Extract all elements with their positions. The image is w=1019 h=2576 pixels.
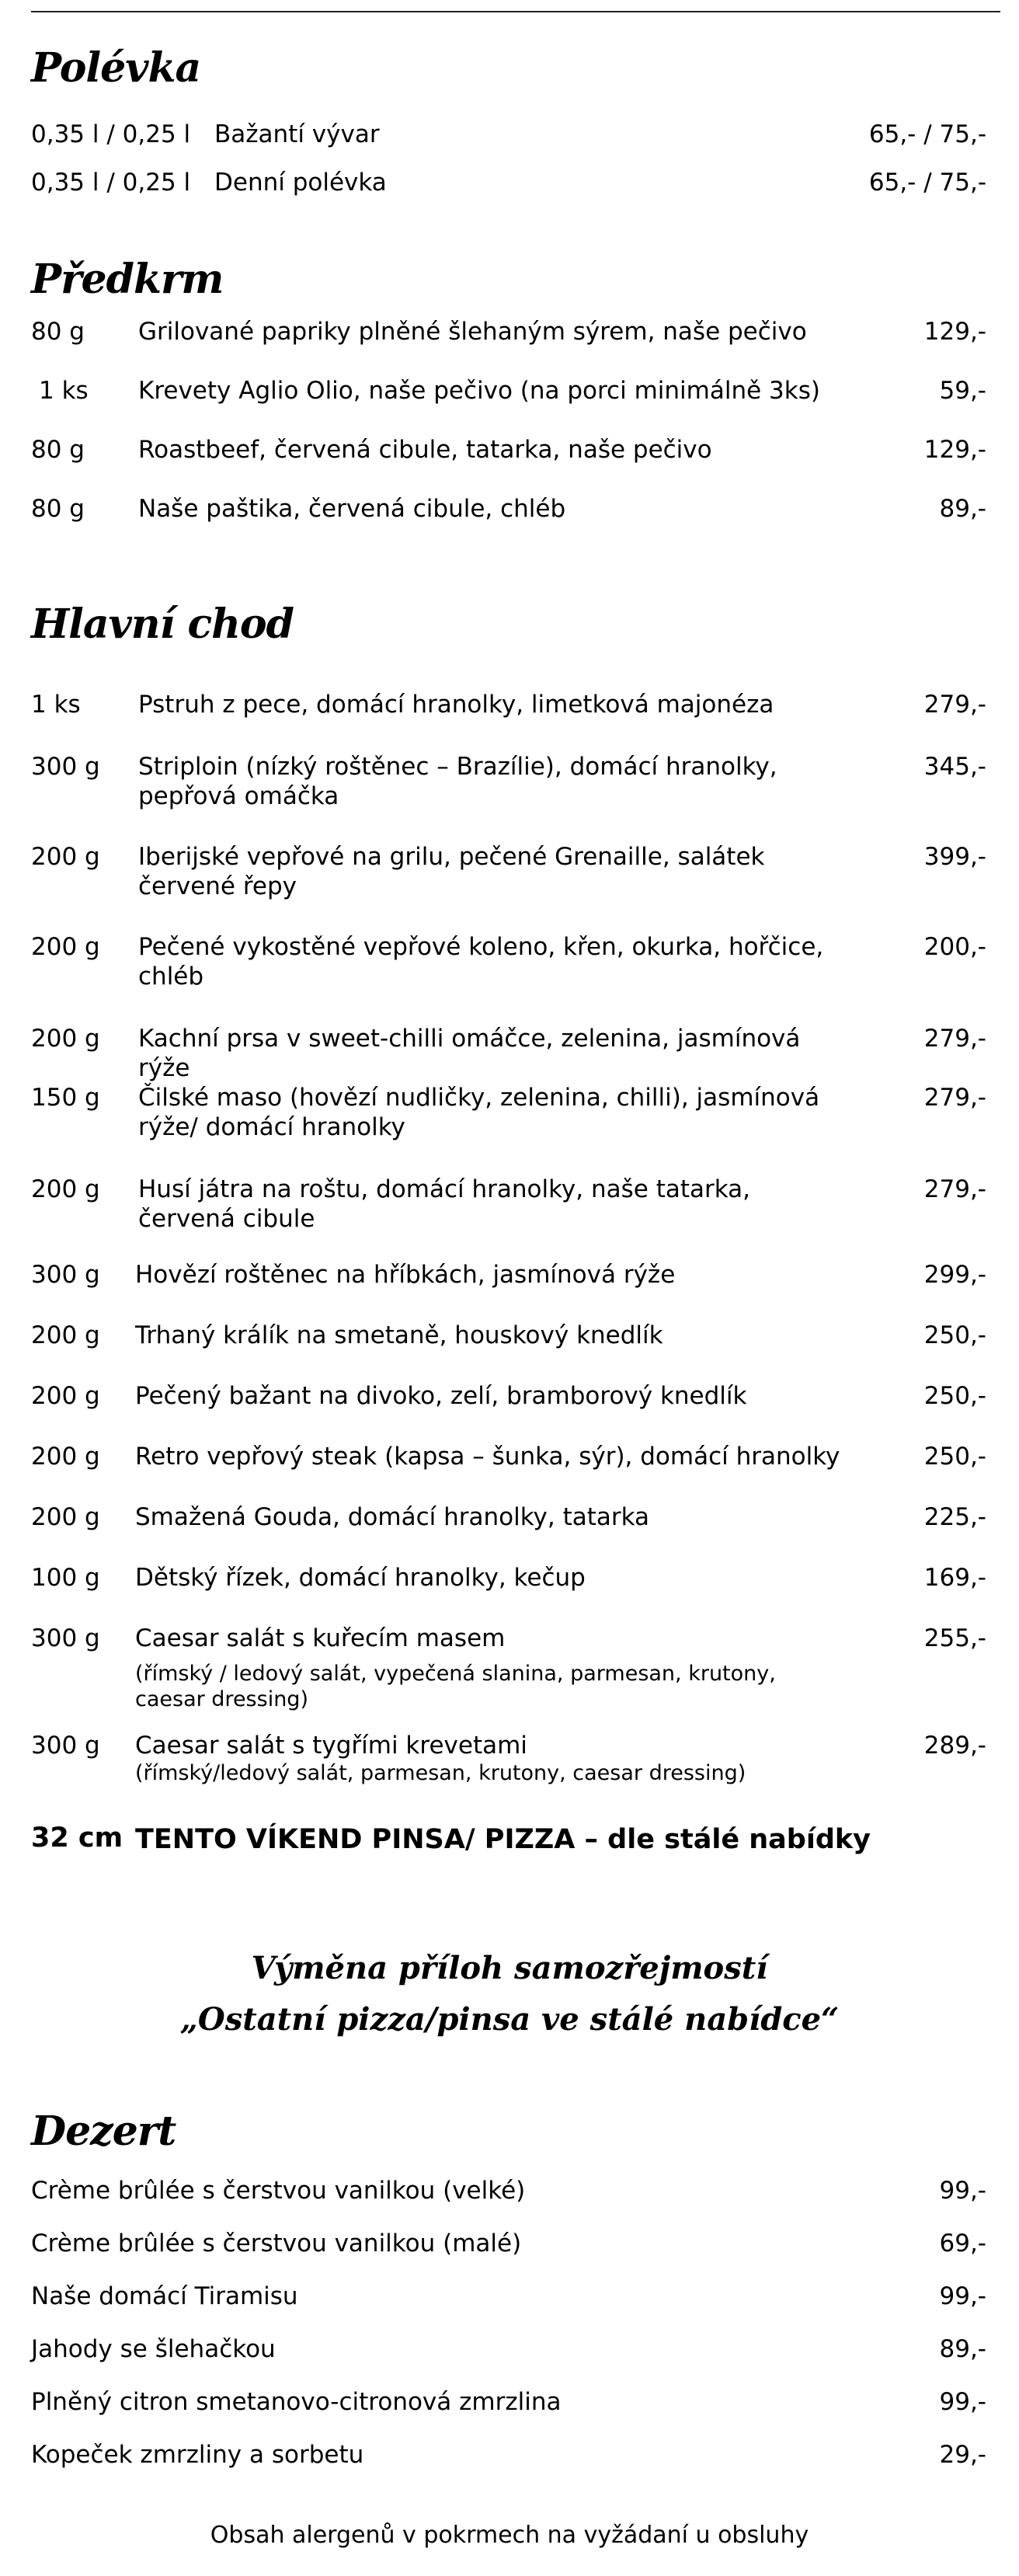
item-qty: 80 g (31, 495, 85, 523)
item-price: 299,- (923, 1261, 986, 1289)
item-name: Hovězí roštěnec na hříbkách, jasmínová rýže (135, 1261, 676, 1289)
dessert-name: Crème brûlée s čerstvou vanilkou (velké) (31, 2177, 526, 2205)
dessert-name: Naše domácí Tiramisu (31, 2282, 298, 2310)
item-price: 345,- (923, 753, 986, 781)
item-name: Krevety Aglio Olio, naše pečivo (na porci minimálně 3ks) (138, 377, 820, 405)
item-price: 89,- (939, 2335, 986, 2363)
item-name: Husí játra na roštu, domácí hranolky, naše tatarka, červená cibule (138, 1175, 751, 1233)
item-price: 255,- (923, 1624, 986, 1652)
section-title-dessert: Dezert (31, 2108, 176, 2155)
item-qty: 100 g (31, 1564, 100, 1592)
item-name: Pečené vykostěné vepřové koleno, křen, okurka, hořčice, chléb (138, 933, 824, 990)
item-qty: 300 g (31, 1261, 100, 1289)
item-name: Retro vepřový steak (kapsa – šunka, sýr), domácí hranolky (135, 1443, 840, 1471)
other-pizza-note: „Ostatní pizza/pinsa ve stálé nabídce“ (179, 2001, 840, 2038)
dessert-name: Kopeček zmrzliny a sorbetu (31, 2441, 364, 2469)
item-qty: 300 g (31, 1732, 100, 1760)
item-qty: 300 g (31, 1624, 100, 1652)
item-price: 65,- / 75,- (868, 169, 986, 197)
item-qty: 200 g (31, 1382, 100, 1410)
pinsa-size: 32 cm (31, 1822, 123, 1854)
top-divider (31, 11, 1000, 12)
item-price: 279,- (923, 1084, 986, 1112)
item-price: 89,- (939, 495, 986, 523)
item-price: 99,- (939, 2388, 986, 2416)
item-note: (římský / ledový salát, vypečená slanina, parmesan, krutony, caesar dressing) (135, 1662, 776, 1711)
pinsa-weekend-note: TENTO VÍKEND PINSA/ PIZZA – dle stálé nabídky (135, 1824, 871, 1855)
item-price: 99,- (939, 2282, 986, 2310)
item-name: Iberijské vepřové na grilu, pečené Grenaille, salátek červené řepy (138, 843, 765, 900)
allergen-note: Obsah alergenů v pokrmech na vyžádaní u obsluhy (210, 2522, 809, 2549)
item-price: 99,- (939, 2177, 986, 2205)
item-qty: 1 ks (31, 691, 81, 719)
item-qty: 200 g (31, 1321, 100, 1349)
item-price: 169,- (923, 1564, 986, 1592)
item-name-block (135, 1731, 850, 1786)
item-price: 250,- (923, 1321, 986, 1349)
item-price: 129,- (923, 436, 986, 464)
item-qty: 200 g (31, 1175, 100, 1203)
dessert-name: Plněný citron smetanovo-citronová zmrzlina (31, 2388, 562, 2416)
item-qty: 200 g (31, 843, 100, 871)
item-note: (římský/ledový salát, parmesan, krutony, caesar dressing) (135, 1761, 746, 1785)
item-name: Roastbeef, červená cibule, tatarka, naše pečivo (138, 436, 712, 464)
item-name: Caesar salát s kuřecím masem (135, 1624, 506, 1652)
item-qty: 150 g (31, 1084, 100, 1112)
dessert-name: Crème brûlée s čerstvou vanilkou (malé) (31, 2230, 522, 2257)
item-name: Čilské maso (hovězí nudličky, zelenina, chilli), jasmínová rýže/ domácí hranolky (138, 1084, 820, 1141)
item-qty: 200 g (31, 933, 100, 961)
item-qty: 0,35 l / 0,25 l (31, 120, 191, 148)
item-price: 279,- (923, 1175, 986, 1203)
item-name: Smažená Gouda, domácí hranolky, tatarka (135, 1503, 650, 1531)
item-price: 250,- (923, 1443, 986, 1471)
section-title-main: Hlavní chod (31, 600, 294, 648)
item-name-block (135, 1624, 850, 1712)
item-name: Striploin (nízký roštěnec – Brazílie), domácí hranolky, pepřová omáčka (138, 753, 777, 810)
item-price: 129,- (923, 318, 986, 346)
item-qty: 80 g (31, 436, 85, 464)
item-price: 69,- (939, 2230, 986, 2257)
item-name: Bažantí vývar (214, 120, 380, 148)
section-title-soup: Polévka (31, 44, 201, 92)
item-name: Pstruh z pece, domácí hranolky, limetková majonéza (138, 691, 774, 719)
item-name: Dětský řízek, domácí hranolky, kečup (135, 1564, 586, 1592)
item-qty: 1 ks (39, 377, 89, 405)
item-price: 29,- (939, 2441, 986, 2469)
item-qty: 200 g (31, 1025, 100, 1053)
item-qty: 300 g (31, 753, 100, 781)
item-price: 289,- (923, 1732, 986, 1760)
item-name: Caesar salát s tygřími krevetami (135, 1732, 527, 1760)
item-name: Trhaný králík na smetaně, houskový knedlík (135, 1321, 663, 1349)
item-price: 279,- (923, 691, 986, 719)
item-price: 59,- (939, 377, 986, 405)
item-price: 250,- (923, 1382, 986, 1410)
side-exchange-note: Výměna příloh samozřejmostí (251, 1950, 768, 1986)
item-price: 225,- (923, 1503, 986, 1531)
item-qty: 200 g (31, 1503, 100, 1531)
section-title-starter: Předkrm (31, 256, 224, 303)
item-price: 65,- / 75,- (868, 120, 986, 148)
item-name: Naše paštika, červená cibule, chléb (138, 495, 566, 523)
item-qty: 0,35 l / 0,25 l (31, 169, 191, 197)
item-name: Grilované papriky plněné šlehaným sýrem, naše pečivo (138, 318, 807, 346)
item-name: Denní polévka (214, 169, 387, 197)
item-name: Pečený bažant na divoko, zelí, bramborový knedlík (135, 1382, 747, 1410)
item-qty: 200 g (31, 1443, 100, 1471)
item-qty: 80 g (31, 318, 85, 346)
item-name: Kachní prsa v sweet-chilli omáčce, zelenina, jasmínová rýže (138, 1025, 801, 1082)
dessert-name: Jahody se šlehačkou (31, 2335, 276, 2363)
item-price: 279,- (923, 1025, 986, 1053)
item-price: 200,- (923, 933, 986, 961)
item-price: 399,- (923, 843, 986, 871)
